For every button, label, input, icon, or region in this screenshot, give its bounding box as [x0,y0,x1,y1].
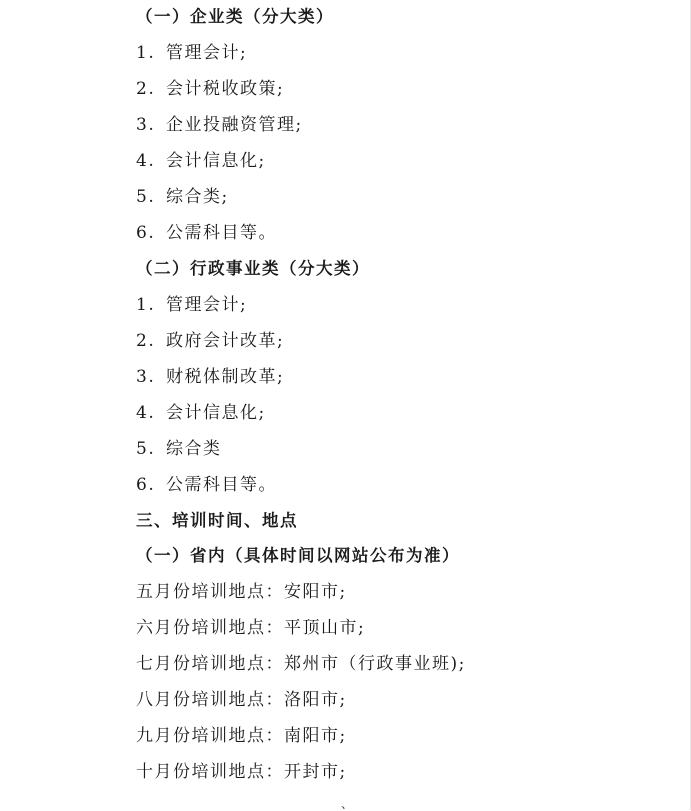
list-item [136,77,284,101]
item-number: 1. [136,295,156,315]
section-heading-enterprise: （一）企业类（分大类） [136,7,334,26]
item-number: 1. [136,43,156,63]
item-text: 财税体制改革; [166,367,285,387]
list-item [136,437,222,461]
item-number: 3. [136,367,156,387]
item-number: 4. [136,151,156,171]
schedule-line: 五月份培训地点：安阳市; [136,582,347,602]
item-number: 2. [136,331,156,351]
list-item [136,221,277,245]
item-text: 政府会计改革; [166,331,285,351]
item-text: 会计信息化; [166,403,266,423]
page-edge-mark: 、 [341,797,354,811]
list-item [136,41,247,65]
item-number: 6. [136,475,156,495]
list-item [136,329,284,353]
item-text: 会计税收政策; [166,79,285,99]
item-text: 综合类; [166,187,229,207]
section-heading-public-institution: （二）行政事业类（分大类） [136,259,370,278]
list-item [136,185,229,209]
item-text: 综合类 [166,439,222,459]
schedule-line: 九月份培训地点：南阳市; [136,726,347,746]
item-text: 企业投融资管理; [166,115,303,135]
section-title-time-location: 三、培训时间、地点 [136,511,298,530]
list-item [136,401,266,425]
list-item [136,293,247,317]
subsection-heading-in-province: （一）省内（具体时间以网站公布为准） [136,546,460,565]
list-item [136,113,303,137]
item-number: 4. [136,403,156,423]
list-item [136,365,284,389]
schedule-line: 六月份培训地点：平顶山市; [136,618,366,638]
item-text: 公需科目等。 [166,223,277,243]
schedule-line: 七月份培训地点：郑州市（行政事业班); [136,654,466,674]
item-number: 5. [136,439,156,459]
list-item [136,149,266,173]
item-text: 会计信息化; [166,151,266,171]
item-text: 公需科目等。 [166,475,277,495]
item-number: 2. [136,79,156,99]
item-text: 管理会计; [166,295,248,315]
item-number: 6. [136,223,156,243]
schedule-line: 八月份培训地点：洛阳市; [136,690,347,710]
item-number: 3. [136,115,156,135]
list-item [136,473,277,497]
item-number: 5. [136,187,156,207]
schedule-line: 十月份培训地点：开封市; [136,762,347,782]
item-text: 管理会计; [166,43,248,63]
